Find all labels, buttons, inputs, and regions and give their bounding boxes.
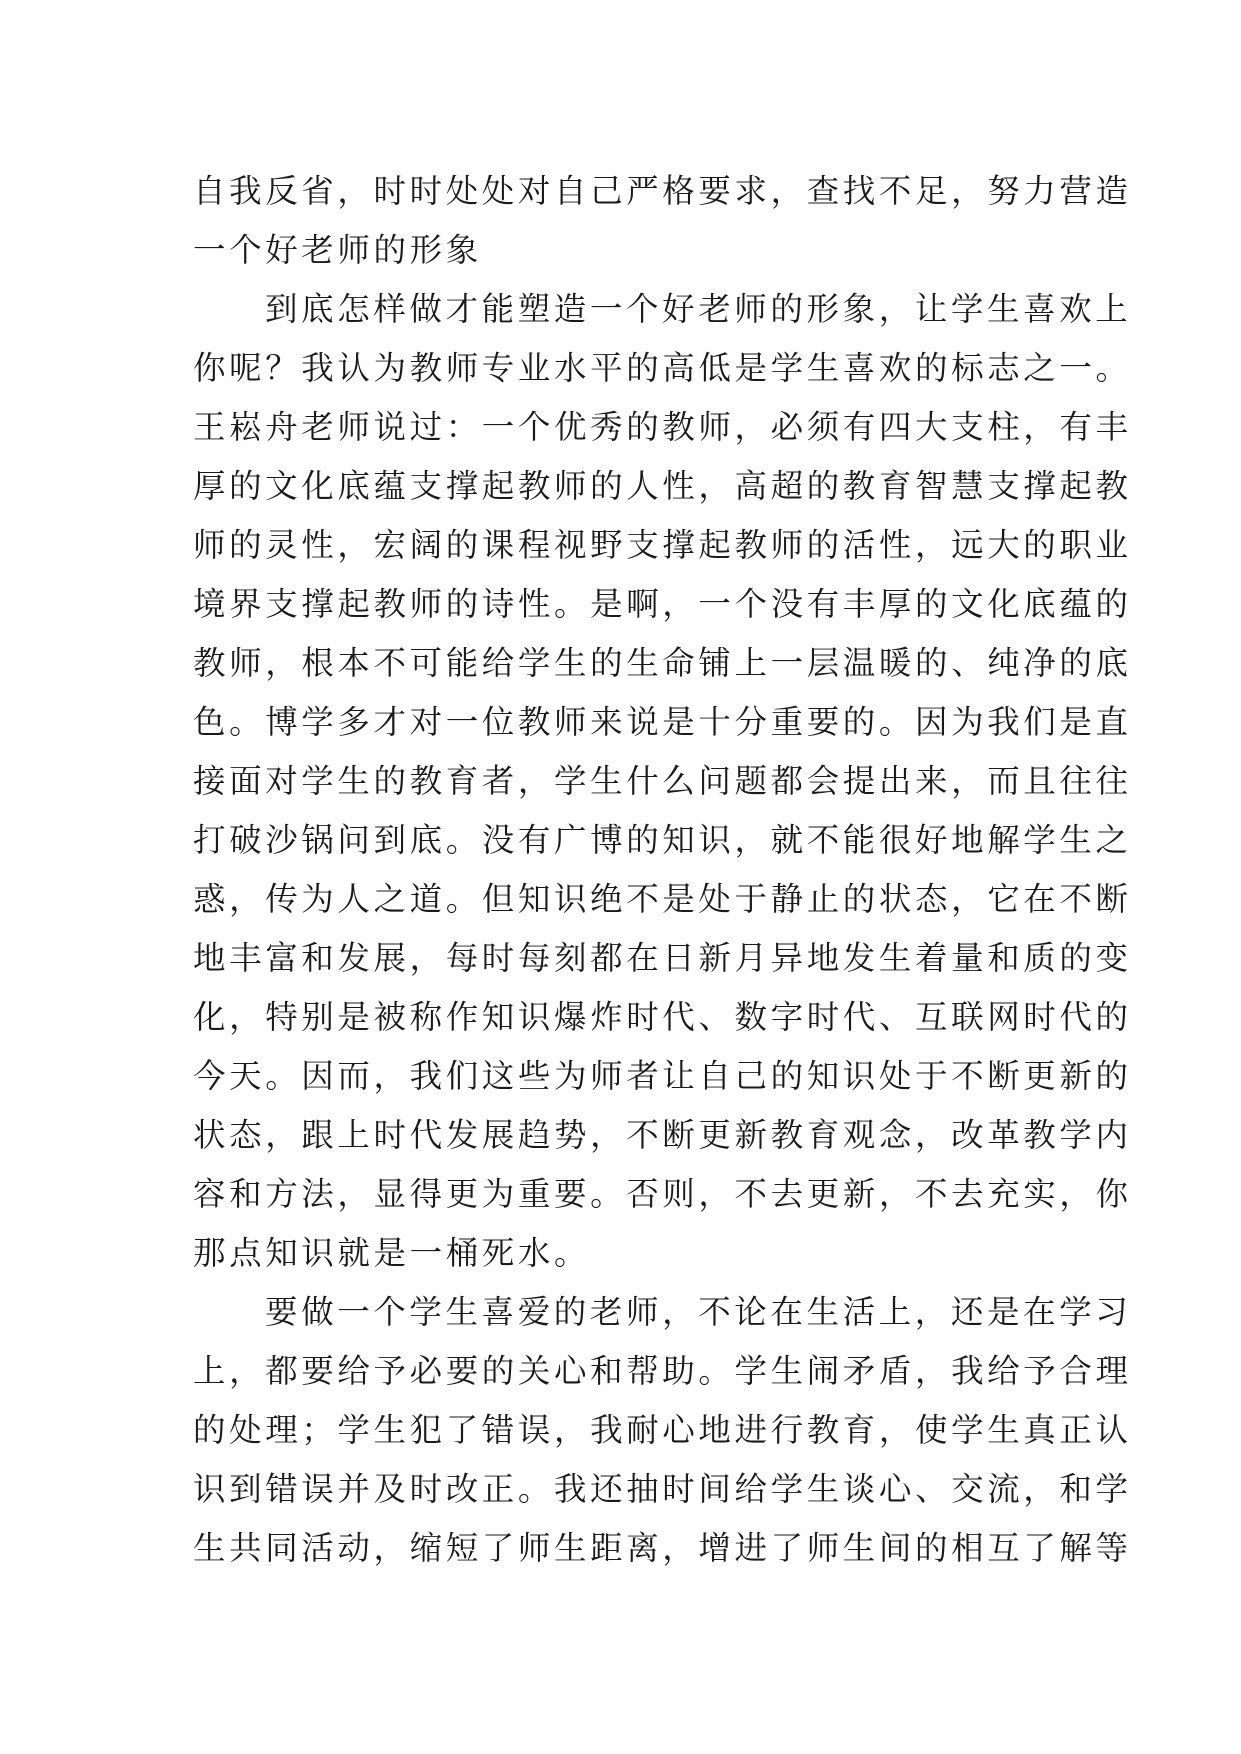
paragraph-start-line: 要做一个学生喜爱的老师，不论在生活上，还是在学习: [265, 1293, 1132, 1331]
text-line: 识到错误并及时改正。我还抽时间给学生谈心、交流，和学: [193, 1470, 1132, 1508]
text-line: 打破沙锅问到底。没有广博的知识，就不能很好地解学生之: [193, 821, 1132, 859]
text-line: 接面对学生的教育者，学生什么问题都会提出来，而且往往: [193, 762, 1132, 800]
text-line: 化，特别是被称作知识爆炸时代、数字时代、互联网时代的: [193, 998, 1132, 1036]
text-line: 一个好老师的形象: [193, 231, 482, 269]
text-line: 你呢？我认为教师专业水平的高低是学生喜欢的标志之一。: [193, 349, 1132, 387]
text-line: 自我反省，时时处处对自己严格要求，查找不足，努力营造: [193, 172, 1132, 210]
text-line: 厚的文化底蕴支撑起教师的人性，高超的教育智慧支撑起教: [193, 467, 1132, 505]
text-line: 教师，根本不可能给学生的生命铺上一层温暖的、纯净的底: [193, 644, 1132, 682]
text-line: 惑，传为人之道。但知识绝不是处于静止的状态，它在不断: [193, 880, 1132, 918]
text-line: 境界支撑起教师的诗性。是啊，一个没有丰厚的文化底蕴的: [193, 585, 1132, 623]
text-line: 地丰富和发展，每时每刻都在日新月异地发生着量和质的变: [193, 939, 1132, 977]
text-line: 的处理；学生犯了错误，我耐心地进行教育，使学生真正认: [193, 1411, 1132, 1449]
text-line: 师的灵性，宏阔的课程视野支撑起教师的活性，远大的职业: [193, 526, 1132, 564]
text-line: 那点知识就是一桶死水。: [193, 1234, 591, 1272]
text-line: 上，都要给予必要的关心和帮助。学生闹矛盾，我给予合理: [193, 1352, 1132, 1390]
body-text: [193, 162, 1132, 1578]
text-line: 今天。因而，我们这些为师者让自己的知识处于不断更新的: [193, 1057, 1132, 1095]
paragraph-start-line: 到底怎样做才能塑造一个好老师的形象，让学生喜欢上: [265, 290, 1132, 328]
text-line: 状态，跟上时代发展趋势，不断更新教育观念，改革教学内: [193, 1116, 1132, 1154]
text-line: 色。博学多才对一位教师来说是十分重要的。因为我们是直: [193, 703, 1132, 741]
text-line: 容和方法，显得更为重要。否则，不去更新，不去充实，你: [193, 1175, 1132, 1213]
text-line: 生共同活动，缩短了师生距离，增进了师生间的相互了解等: [193, 1529, 1132, 1567]
text-line: 王崧舟老师说过：一个优秀的教师，必须有四大支柱，有丰: [193, 408, 1132, 446]
